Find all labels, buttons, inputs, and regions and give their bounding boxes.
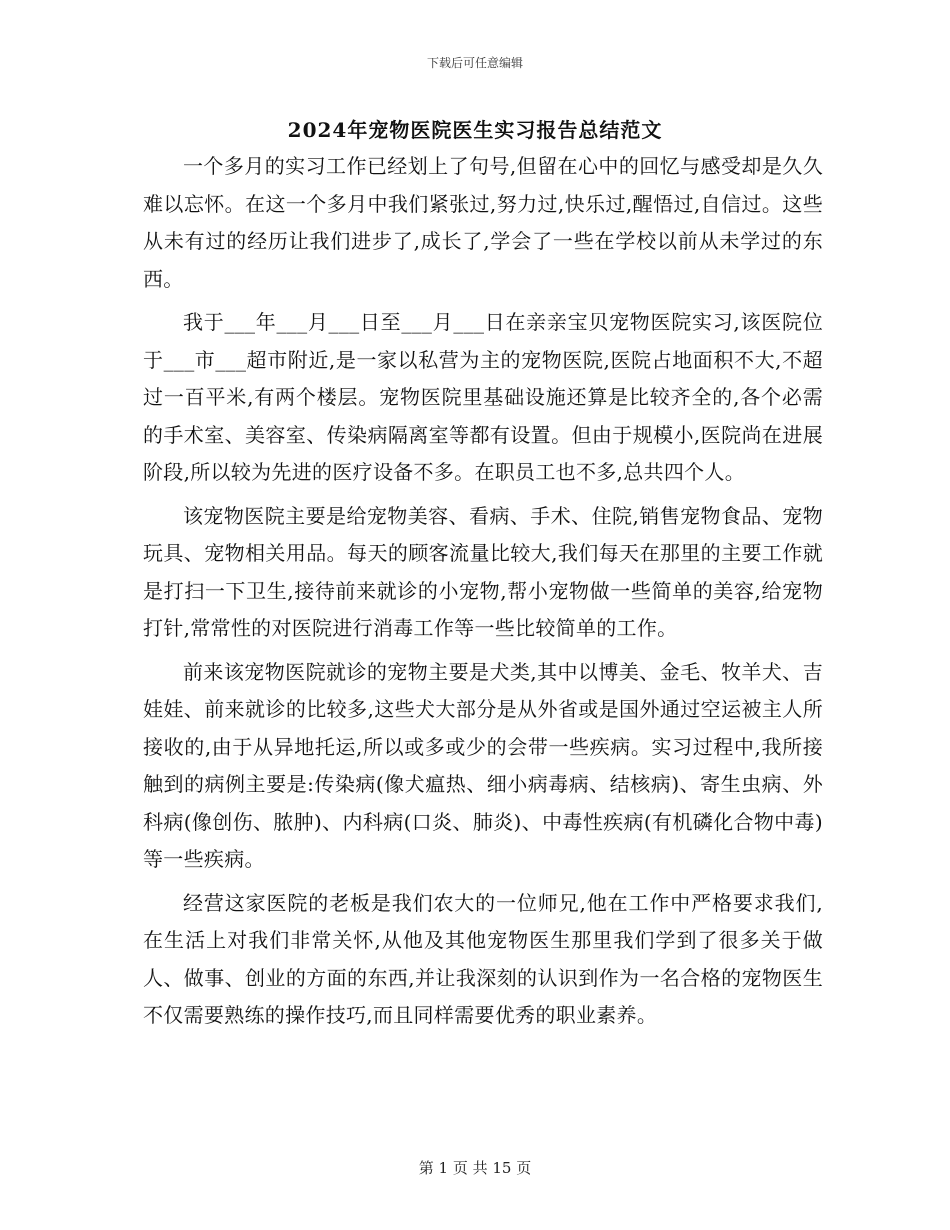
header-note: 下载后可任意编辑 xyxy=(426,56,523,70)
page-number-footer: 第 1 页 共 15 页 xyxy=(418,1159,532,1177)
paragraph-1: 一个多月的实习工作已经划上了句号,但留在心中的回忆与感受却是久久难以忘怀。在这一个多月中我们紧张过,努力过,快乐过,醒悟过,自信过。这些从未有过的经历让我们进步了,成长了,学会了一些在学校以前从未学过的东西。 xyxy=(143,154,823,291)
document-body xyxy=(143,148,823,1041)
paragraph-3: 该宠物医院主要是给宠物美容、看病、手术、住院,销售宠物食品、宠物玩具、宠物相关用品。每天的顾客流量比较大,我们每天在那里的主要工作就是打扫一下卫生,接待前来就诊的小宠物,帮小宠物做一些简单的美容,给宠物打针,常常性的对医院进行消毒工作等一些比较简单的工作。 xyxy=(143,503,823,640)
document-title: 2024年宠物医院医生实习报告总结范文 xyxy=(287,118,663,142)
paragraph-5: 经营这家医院的老板是我们农大的一位师兄,他在工作中严格要求我们,在生活上对我们非常关怀,从他及其他宠物医生那里我们学到了很多关于做人、做事、创业的方面的东西,并让我深刻的认识到作为一名合格的宠物医生不仅需要熟练的操作技巧,而且同样需要优秀的职业素养。 xyxy=(143,890,823,1027)
paragraph-4: 前来该宠物医院就诊的宠物主要是犬类,其中以博美、金毛、牧羊犬、吉娃娃、前来就诊的比较多,这些犬大部分是从外省或是国外通过空运被主人所接收的,由于从异地托运,所以或多或少的会带一些疾病。实习过程中,我所接触到的病例主要是:传染病(像犬瘟热、细小病毒病、结核病)、寄生虫病、外科病(像创伤、脓肿)、内科病(口炎、肺炎)、中毒性疾病(有机磷化合物中毒)等一些疾病。 xyxy=(143,659,823,871)
paragraph-2: 我于___年___月___日至___月___日在亲亲宝贝宠物医院实习,该医院位于___市___超市附近,是一家以私营为主的宠物医院,医院占地面积不大,不超过一百平米,有两个楼层。宠物医院里基础设施还算是比较齐全的,各个必需的手术室、美容室、传染病隔离室等都有设置。但由于规模小,医院尚在进展阶段,所以较为先进的医疗设备不多。在职员工也不多,总共四个人。 xyxy=(143,310,823,484)
